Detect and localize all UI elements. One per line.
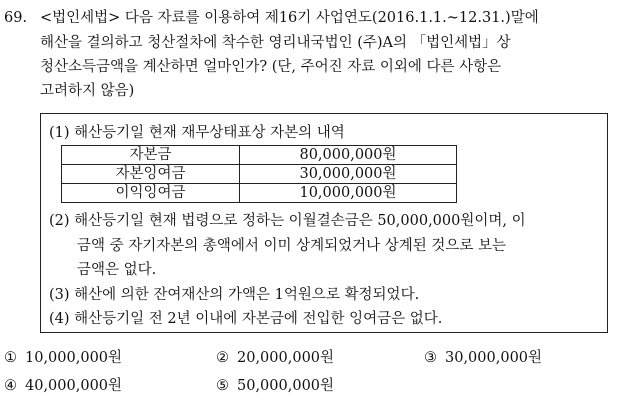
question-number: 69. xyxy=(4,10,28,26)
table-cell-label: 이익잉여금 xyxy=(62,184,240,203)
condition-3: (3) 해산에 의한 잔여재산의 가액은 1억원으로 확정되었다. xyxy=(49,287,420,303)
option-mark: ① xyxy=(4,350,17,366)
question-stem-line-4: 고려하지 않음) xyxy=(40,83,135,99)
option-mark: ⑤ xyxy=(216,378,229,394)
option-mark: ② xyxy=(216,350,229,366)
option-mark: ③ xyxy=(424,350,437,366)
option-text: 50,000,000원 xyxy=(237,378,335,394)
condition-1: (1) 해산등기일 현재 재무상태표상 자본의 내역 xyxy=(49,125,345,141)
question-stem-line-1: <법인세법> 다음 자료를 이용하여 제16기 사업연도(2016.1.1.~12.31.)말에 xyxy=(40,10,539,26)
question-stem-line-2: 해산을 결의하고 청산절차에 착수한 영리내국법인 (주)A의 「법인세법」상 xyxy=(40,35,511,51)
table-row xyxy=(62,165,457,184)
option-text: 40,000,000원 xyxy=(25,378,123,394)
option-mark: ④ xyxy=(4,378,17,394)
option-text: 10,000,000원 xyxy=(25,350,123,366)
question-stem-line-3: 청산소득금액을 계산하면 얼마인가? (단, 주어진 자료 이외에 다른 사항은 xyxy=(40,59,502,75)
answer-option-4[interactable] xyxy=(4,377,122,395)
option-text: 30,000,000원 xyxy=(445,350,543,366)
table-cell-value: 10,000,000원 xyxy=(240,184,457,203)
answer-option-2[interactable] xyxy=(216,349,334,367)
table-row xyxy=(62,184,457,203)
conditions-box xyxy=(40,113,608,333)
answer-option-5[interactable] xyxy=(216,377,334,395)
option-text: 20,000,000원 xyxy=(237,350,335,366)
condition-2-line-3: 금액은 없다. xyxy=(77,262,157,278)
condition-2-line-1: (2) 해산등기일 현재 법령으로 정하는 이월결손금은 50,000,000원이며, 이 xyxy=(49,213,526,229)
capital-table xyxy=(61,145,457,203)
answer-option-3[interactable] xyxy=(424,349,542,367)
table-row xyxy=(62,146,457,165)
answer-option-1[interactable] xyxy=(4,349,122,367)
condition-2-line-2: 금액 중 자기자본의 총액에서 이미 상계되었거나 상계된 것으로 보는 xyxy=(77,238,507,254)
condition-4: (4) 해산등기일 전 2년 이내에 자본금에 전입한 잉여금은 없다. xyxy=(49,311,443,327)
table-cell-value: 30,000,000원 xyxy=(240,165,457,184)
table-cell-label: 자본잉여금 xyxy=(62,165,240,184)
table-cell-label: 자본금 xyxy=(62,146,240,165)
table-cell-value: 80,000,000원 xyxy=(240,146,457,165)
